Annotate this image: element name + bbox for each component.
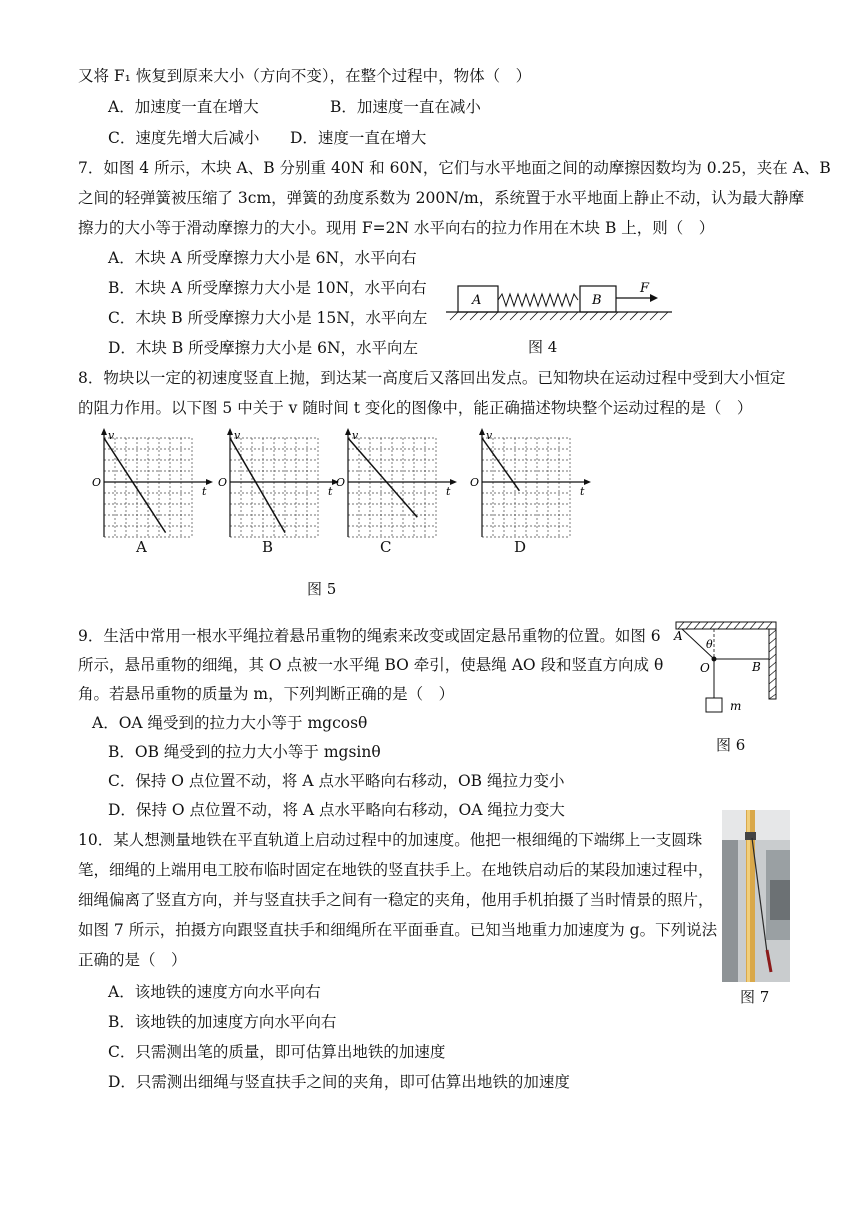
t-axis-label: t <box>328 485 333 498</box>
q7-option-b: B．木块 A 所受摩擦力大小是 10N，水平向右 <box>108 279 427 297</box>
vt-graph-label-d: D <box>514 538 527 556</box>
spring <box>498 294 578 306</box>
t-axis-label: t <box>202 485 207 498</box>
ground-hatch <box>450 312 668 320</box>
t-axis-label: t <box>446 485 451 498</box>
figure-6-hanging-weight <box>672 618 792 722</box>
vt-graph-d <box>470 428 600 558</box>
photo-seat <box>770 880 790 920</box>
t-axis-arrow <box>584 479 591 485</box>
q7-stem-line-1: 7．如图 4 所示，木块 A、B 分别重 40N 和 60N，它们与水平地面之间的动摩擦因数均为 0.25，夹在 A、B <box>78 159 831 177</box>
vt-graph-a <box>92 428 222 558</box>
q10-option-a: A．该地铁的速度方向水平向右 <box>108 983 321 1001</box>
v-axis-label: v <box>486 429 493 442</box>
q7-option-c: C．木块 B 所受摩擦力大小是 15N，水平向左 <box>108 309 428 327</box>
q8-stem-line-1: 8．物块以一定的初速度竖直上抛，到达某一高度后又落回出发点。已知物块在运动过程中受到大小恒定 <box>78 369 786 387</box>
vt-graph-label-b: B <box>262 538 274 556</box>
v-axis-arrow <box>345 428 351 435</box>
vt-line <box>482 438 519 491</box>
q6-option-a: A．加速度一直在增大 <box>108 98 259 116</box>
origin-label: O <box>336 476 346 489</box>
vt-line <box>104 438 166 533</box>
origin-label: O <box>92 476 102 489</box>
q9-stem-line-2: 所示，悬吊重物的细绳，其 O 点被一水平绳 BO 牵引，使悬绳 AO 段和竖直方向成 θ <box>78 656 664 674</box>
q6-option-c: C．速度先增大后减小 <box>108 129 260 147</box>
block-b-label: B <box>592 293 602 308</box>
figure-6-caption: 图 6 <box>716 736 746 754</box>
q10-stem-line-1: 10．某人想测量地铁在平直轨道上启动过程中的加速度。他把一根细绳的下端绑上一支圆珠 <box>78 831 703 849</box>
point-o <box>712 657 717 662</box>
t-axis-arrow <box>206 479 213 485</box>
label-m: m <box>730 699 742 713</box>
vt-line <box>230 438 285 533</box>
figure-4-blocks-spring <box>440 278 680 328</box>
q7-stem-line-3: 擦力的大小等于滑动摩擦力的大小。现用 F=2N 水平向右的拉力作用在木块 B 上，则（ ） <box>78 219 715 237</box>
q9-stem-line-1: 9．生活中常用一根水平绳拉着悬吊重物的绳索来改变或固定悬吊重物的位置。如图 6 <box>78 627 661 645</box>
figure-5-caption: 图 5 <box>307 580 337 598</box>
t-axis-arrow <box>450 479 457 485</box>
vt-line <box>348 438 417 517</box>
q10-stem-line-2: 笔，细绳的上端用电工胶布临时固定在地铁的竖直扶手上。在地铁启动后的某段加速过程中， <box>78 861 714 879</box>
q7-stem-line-2: 之间的轻弹簧被压缩了 3cm，弹簧的劲度系数为 200N/m，系统置于水平地面上静止不动，认为最大静摩 <box>78 189 805 207</box>
v-axis-label: v <box>352 429 359 442</box>
q9-option-a: A．OA 绳受到的拉力大小等于 mgcosθ <box>92 714 368 732</box>
q10-stem-line-5: 正确的是（ ） <box>78 951 187 969</box>
q8-stem-line-2: 的阻力作用。以下图 5 中关于 v 随时间 t 变化的图像中，能正确描述物块整个运动过程的是（ ） <box>78 399 753 417</box>
q9-option-d: D．保持 O 点位置不动，将 A 点水平略向右移动，OA 绳拉力变大 <box>108 801 565 819</box>
q10-stem-line-3: 细绳偏离了竖直方向，并与竖直扶手之间有一稳定的夹角，他用手机拍摄了当时情景的照片， <box>78 891 714 909</box>
vt-graph-b <box>218 428 348 558</box>
q10-stem-line-4: 如图 7 所示，拍摄方向跟竖直扶手和细绳所在平面垂直。已知当地重力加速度为 g。下列说法 <box>78 921 718 939</box>
v-axis-arrow <box>227 428 233 435</box>
vt-graph-c <box>336 428 466 558</box>
q10-option-c: C．只需测出笔的质量，即可估算出地铁的加速度 <box>108 1043 446 1061</box>
force-label: F <box>640 281 650 296</box>
label-o: O <box>700 661 710 675</box>
origin-label: O <box>470 476 480 489</box>
weight-m <box>706 698 722 712</box>
v-axis-arrow <box>479 428 485 435</box>
photo-left-panel <box>722 840 738 982</box>
figure-4-caption: 图 4 <box>528 338 558 356</box>
q6-stem: 又将 F₁ 恢复到原来大小（方向不变），在整个过程中，物体（ ） <box>78 67 532 85</box>
q9-option-c: C．保持 O 点位置不动，将 A 点水平略向右移动，OB 绳拉力变小 <box>108 772 565 790</box>
q9-stem-line-3: 角。若悬吊重物的质量为 m，下列判断正确的是（ ） <box>78 685 455 703</box>
v-axis-label: v <box>234 429 241 442</box>
figure-7-subway-photo <box>722 810 790 982</box>
q7-option-d: D．木块 B 所受摩擦力大小是 6N，水平向左 <box>108 339 419 357</box>
force-arrowhead <box>650 294 658 302</box>
q6-option-b: B．加速度一直在减小 <box>330 98 481 116</box>
t-axis-label: t <box>580 485 585 498</box>
q9-option-b: B．OB 绳受到的拉力大小等于 mgsinθ <box>108 743 381 761</box>
label-a: A <box>674 629 683 643</box>
origin-label: O <box>218 476 228 489</box>
q10-option-b: B．该地铁的加速度方向水平向右 <box>108 1013 337 1031</box>
tape <box>745 832 756 840</box>
v-axis-label: v <box>108 429 115 442</box>
q6-option-d: D．速度一直在增大 <box>290 129 427 147</box>
v-axis-arrow <box>101 428 107 435</box>
vt-graph-label-c: C <box>380 538 392 556</box>
q10-option-d: D．只需测出细绳与竖直扶手之间的夹角，即可估算出地铁的加速度 <box>108 1073 570 1091</box>
right-wall <box>769 629 776 699</box>
label-theta: θ <box>706 638 713 651</box>
vt-graph-label-a: A <box>136 538 147 556</box>
q7-option-a: A．木块 A 所受摩擦力大小是 6N，水平向右 <box>108 249 417 267</box>
figure-7-caption: 图 7 <box>740 988 770 1006</box>
block-a-label: A <box>472 293 482 308</box>
label-b: B <box>752 660 761 674</box>
